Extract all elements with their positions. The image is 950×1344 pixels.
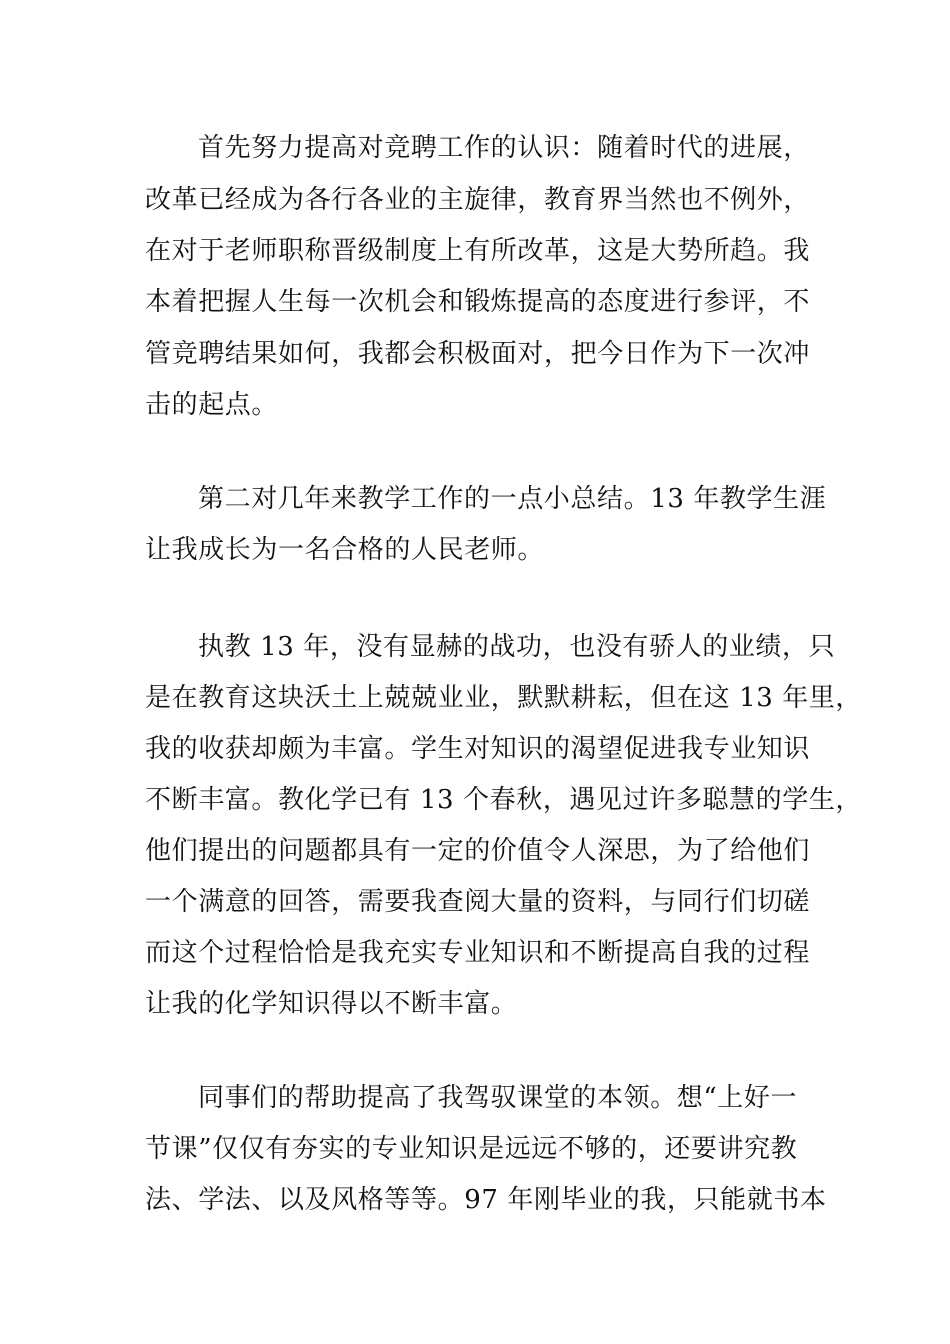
paragraph-2-line-2: 让我成长为一名合格的人民老师。 bbox=[145, 535, 545, 565]
paragraph-2-line-1: 第二对几年来教学工作的一点小总结。13 年教学生涯 bbox=[198, 484, 827, 514]
paragraph-1-line-3: 在对于老师职称晋级制度上有所改革，这是大势所趋。我 bbox=[145, 236, 811, 266]
paragraph-3-line-5: 他们提出的问题都具有一定的价值令人深思，为了给他们 bbox=[145, 836, 811, 866]
paragraph-3-line-6: 一个满意的回答，需要我查阅大量的资料，与同行们切磋 bbox=[145, 887, 811, 917]
paragraph-4-line-3: 法、学法、以及风格等等。97 年刚毕业的我，只能就书本 bbox=[145, 1185, 827, 1215]
paragraph-3-line-7: 而这个过程恰恰是我充实专业知识和不断提高自我的过程 bbox=[145, 938, 811, 968]
paragraph-3-line-4: 不断丰富。教化学已有 13 个春秋，遇见过许多聪慧的学生， bbox=[145, 785, 863, 815]
paragraph-3-line-2: 是在教育这块沃土上兢兢业业，默默耕耘，但在这 13 年里， bbox=[145, 683, 863, 713]
paragraph-1-line-6: 击的起点。 bbox=[145, 390, 279, 420]
paragraph-3-line-1: 执教 13 年，没有显赫的战功，也没有骄人的业绩，只 bbox=[198, 632, 836, 662]
paragraph-1-line-5: 管竞聘结果如何，我都会积极面对，把今日作为下一次冲 bbox=[145, 339, 811, 369]
paragraph-3-line-3: 我的收获却颇为丰富。学生对知识的渴望促进我专业知识 bbox=[145, 734, 811, 764]
paragraph-3-line-8: 让我的化学知识得以不断丰富。 bbox=[145, 989, 518, 1019]
paragraph-1-line-2: 改革已经成为各行各业的主旋律，教育界当然也不例外， bbox=[145, 185, 811, 215]
paragraph-4-line-1: 同事们的帮助提高了我驾驭课堂的本领。想“上好一 bbox=[198, 1083, 798, 1113]
paragraph-1-line-4: 本着把握人生每一次机会和锻炼提高的态度进行参评，不 bbox=[145, 287, 811, 317]
paragraph-4-line-2: 节课”仅仅有夯实的专业知识是远远不够的，还要讲究教 bbox=[145, 1134, 798, 1164]
paragraph-1-line-1: 首先努力提高对竞聘工作的认识：随着时代的进展， bbox=[198, 133, 810, 163]
